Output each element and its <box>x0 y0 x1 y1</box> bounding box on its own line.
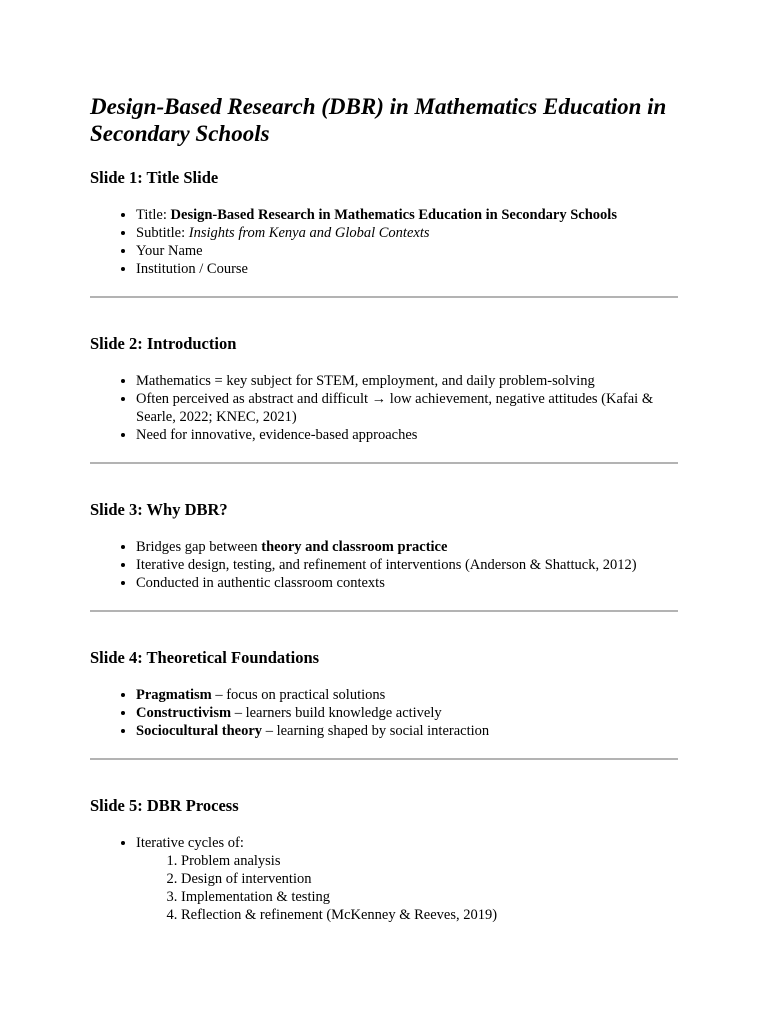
item-italic-text: Insights from Kenya and Global Contexts <box>188 225 430 241</box>
item-text: – learning shaped by social interaction <box>262 723 490 739</box>
item-bold-text: Sociocultural theory <box>136 723 263 739</box>
slide-1-section <box>90 168 678 298</box>
slide-3-section <box>90 500 678 612</box>
slide-heading: Slide 4: Theoretical Foundations <box>90 648 320 667</box>
list-item <box>136 556 678 574</box>
item-text: Subtitle: <box>136 225 189 241</box>
numbered-list-item: 4. Reflection & refinement (McKenney & Reeves, 2019) <box>181 906 678 924</box>
item-text: Conducted in authentic classroom contexts <box>136 575 385 591</box>
item-text: Often perceived as abstract and difficult → low achievement, negative attitudes (Kafai & Searle, 2022; KNEC, 2021) <box>136 391 654 425</box>
list-item <box>136 574 678 592</box>
list-item <box>136 722 678 740</box>
bullet-list <box>90 538 678 592</box>
item-text: – focus on practical solutions <box>211 687 386 703</box>
item-text: Title: <box>136 207 171 223</box>
list-item <box>136 260 678 278</box>
document-title: Design-Based Research (DBR) in Mathematics Education in Secondary Schools <box>90 94 667 146</box>
item-bold-text: Design-Based Research in Mathematics Education in Secondary Schools <box>170 207 617 223</box>
list-item <box>136 372 678 390</box>
list-item <box>136 538 678 556</box>
bullet-list <box>90 686 678 740</box>
item-bold-text: Pragmatism <box>136 687 212 703</box>
list-item <box>136 426 678 444</box>
slide-heading: Slide 2: Introduction <box>90 334 237 353</box>
item-text: Mathematics = key subject for STEM, employment, and daily problem-solving <box>136 373 595 389</box>
numbered-list-item: 1. Problem analysis <box>181 852 678 870</box>
slide-heading: Slide 3: Why DBR? <box>90 500 228 519</box>
list-item <box>136 206 678 224</box>
item-text: Iterative cycles of: <box>136 835 244 851</box>
slide-heading: Slide 5: DBR Process <box>90 796 239 815</box>
bullet-list <box>90 834 678 924</box>
list-item <box>136 704 678 722</box>
item-text: Iterative design, testing, and refinement of interventions (Anderson & Shattuck, 2012) <box>136 557 637 573</box>
item-text: Need for innovative, evidence-based approaches <box>136 427 418 443</box>
item-text: Institution / Course <box>136 261 248 277</box>
slide-5-section <box>90 796 678 924</box>
slide-2-section <box>90 334 678 464</box>
list-item <box>136 686 678 704</box>
item-text: – learners build knowledge actively <box>231 705 442 721</box>
item-bold-text: theory and classroom practice <box>261 539 448 555</box>
numbered-list-item: 2. Design of intervention <box>181 870 678 888</box>
list-item <box>136 390 678 426</box>
slide-heading: Slide 1: Title Slide <box>90 168 219 187</box>
item-text: Bridges gap between <box>136 539 262 555</box>
item-bold-text: Constructivism <box>136 705 232 721</box>
numbered-list <box>136 852 678 924</box>
slide-4-section <box>90 648 678 760</box>
item-text: Your Name <box>136 243 203 259</box>
list-item <box>136 834 678 924</box>
bullet-list <box>90 372 678 444</box>
list-item <box>136 242 678 260</box>
numbered-list-item: 3. Implementation & testing <box>181 888 678 906</box>
list-item <box>136 224 678 242</box>
bullet-list <box>90 206 678 278</box>
